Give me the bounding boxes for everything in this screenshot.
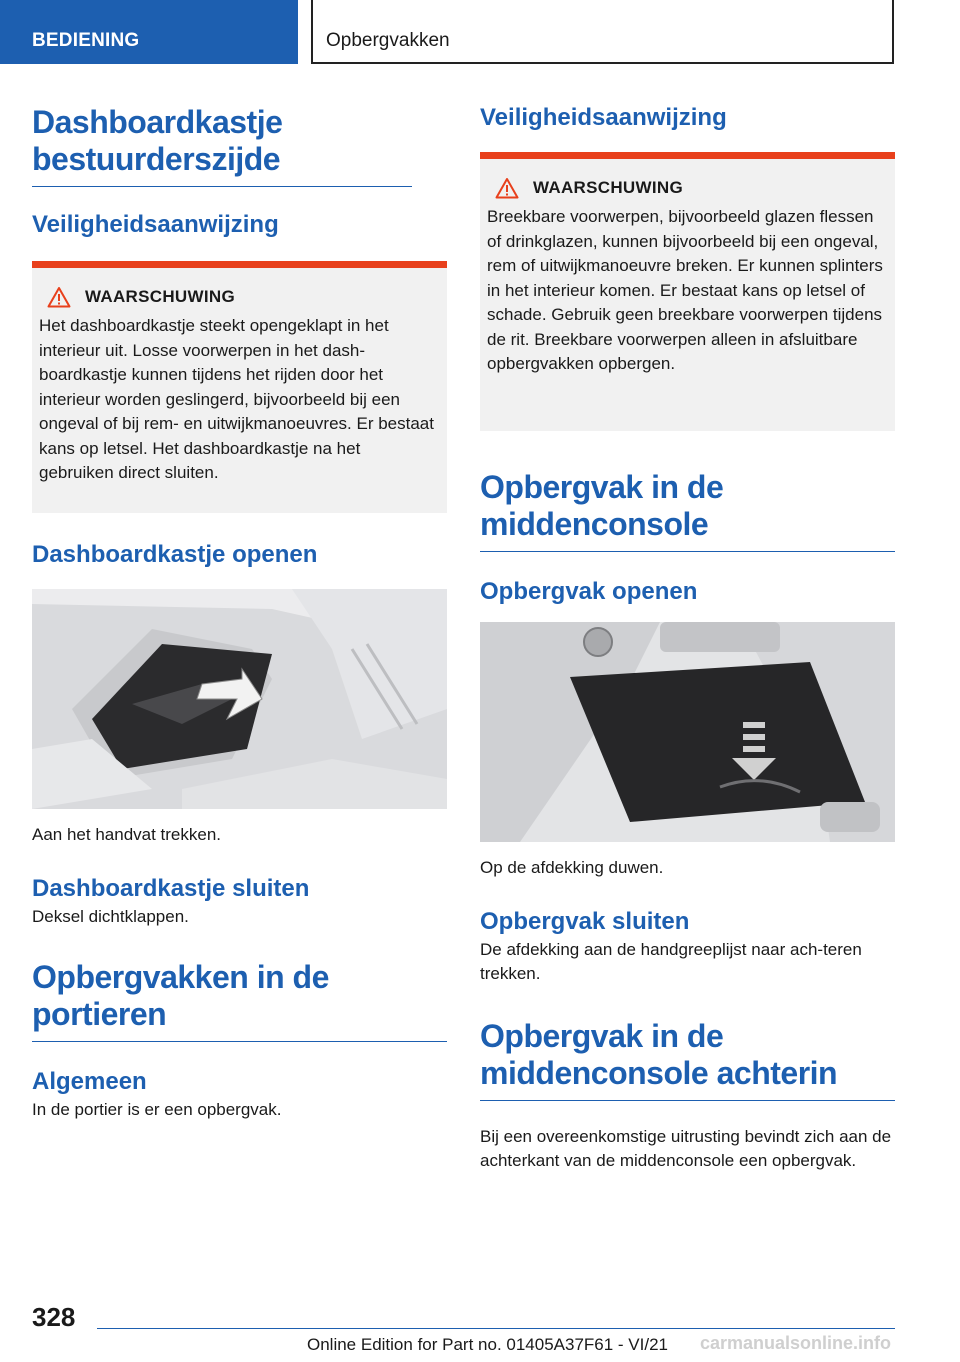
warning-box-left (32, 261, 447, 513)
heading-rear-console: Opbergvak in de middenconsole achterin (480, 1018, 895, 1101)
header-frame (311, 0, 894, 64)
warning-text-left: Het dashboardkastje steekt opengeklapt in het interieur uit. Losse voorwerpen in het dash-boardkastje kunnen tijdens het rijden door het interieur worden geslingerd, bijvoorbeeld bij een ongeval of bij rem- en uitwijkmanoeuvres. Er bestaat kans op letsel. Het dashboardkastje na het gebruiken direct sluiten. (39, 316, 434, 482)
warning-triangle-icon (495, 177, 519, 199)
close-compartment-text: De afdekking aan de handgreeplijst naar ach-teren trekken. (480, 940, 862, 983)
open-glovebox-text: Aan het handvat trekken. (32, 825, 222, 844)
open-compartment-text: Op de afdekking duwen. (480, 858, 664, 877)
edition-text: Online Edition for Part no. 01405A37F61 - VI/21 (307, 1335, 669, 1354)
section-tab (0, 0, 298, 64)
watermark: carmanualsonline.info (700, 1333, 892, 1353)
warning-label-left: WAARSCHUWING (85, 287, 235, 306)
heading-close-compartment: Opbergvak sluiten (480, 908, 690, 935)
heading-glovebox: Dashboardkastje bestuurderszijde (32, 104, 412, 187)
center-console-photo (480, 622, 895, 842)
rear-console-text: Bij een overeenkomstige uitrusting bevindt zich aan de achterkant van de middenconsole een opbergvak. (480, 1127, 892, 1170)
glovebox-photo (32, 589, 447, 809)
heading-close-glovebox: Dashboardkastje sluiten (32, 875, 310, 902)
heading-open-compartment: Opbergvak openen (480, 578, 698, 605)
heading-general: Algemeen (32, 1068, 147, 1095)
chapter-title: Opbergvakken (326, 30, 450, 51)
footer-divider (97, 1328, 895, 1329)
heading-door-compartments: Opbergvakken in de portieren (32, 959, 447, 1042)
heading-safety-left: Veiligheidsaanwijzing (32, 211, 279, 238)
warning-triangle-icon (47, 286, 71, 308)
right-column (480, 102, 895, 1173)
section-label: BEDIENING (32, 30, 140, 51)
warning-box-right (480, 152, 895, 431)
general-text: In de portier is er een opbergvak. (32, 1100, 282, 1119)
heading-center-console: Opbergvak in de middenconsole (480, 469, 895, 552)
warning-text-right: Breekbare voorwerpen, bijvoorbeeld glazen flessen of drinkglazen, kunnen bijvoorbeeld bij een ongeval, rem of uitwijkmanoeuvre breken. Er kunnen splinters in het interieur komen. Er bestaat kans op letsel of schade. Gebruik geen breekbare voorwerpen tijdens de rit. Breekbare voorwerpen alleen in afsluitbare opbergvakken opbergen. (487, 207, 883, 373)
warning-label-right: WAARSCHUWING (533, 178, 683, 197)
heading-open-glovebox: Dashboardkastje openen (32, 541, 318, 568)
left-column (32, 104, 447, 1122)
close-glovebox-text: Deksel dichtklappen. (32, 907, 189, 926)
page-number: 328 (32, 1302, 76, 1332)
heading-safety-right: Veiligheidsaanwijzing (480, 104, 727, 131)
